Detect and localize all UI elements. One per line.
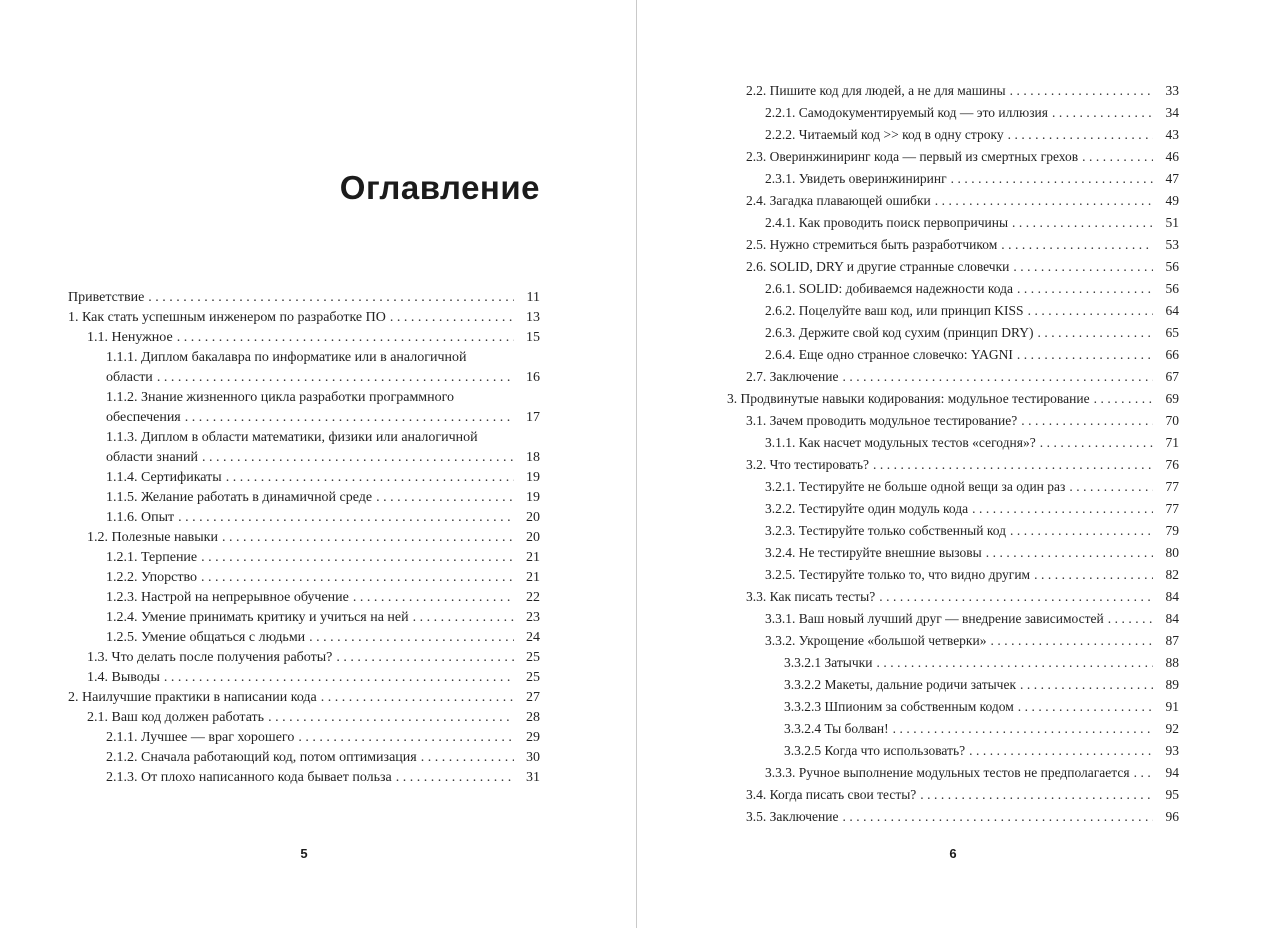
- toc-entry-page: 77: [1165, 479, 1179, 494]
- toc-entry-text: 3.2.4. Не тестируйте внешние вызовы: [765, 545, 982, 560]
- dot-leader: [1012, 212, 1153, 234]
- toc-entry: [68, 588, 540, 608]
- dot-leader: [164, 668, 514, 688]
- toc-entry-page: 80: [1165, 545, 1179, 560]
- right-page-number: 6: [949, 846, 957, 861]
- toc-entry: [727, 212, 1179, 234]
- toc-entry-page: 23: [526, 610, 540, 625]
- toc-entry: [68, 488, 540, 508]
- toc-entry-text: 1.1.5. Желание работать в динамичной среде: [106, 490, 373, 505]
- toc-entry-page: 51: [1165, 215, 1179, 230]
- toc-entry-page: 20: [526, 530, 540, 545]
- toc-entry-text: 1.2.1. Терпение: [106, 550, 198, 565]
- toc-entry: [727, 696, 1179, 718]
- toc-entry: [68, 648, 540, 668]
- dot-leader: [390, 308, 514, 328]
- toc-entry-page: 28: [526, 710, 540, 725]
- dot-leader: [986, 542, 1153, 564]
- toc-entry: [727, 146, 1179, 168]
- dot-leader: [309, 628, 514, 648]
- toc-entry: [727, 234, 1179, 256]
- dot-leader: [157, 368, 514, 388]
- toc-entry: [727, 784, 1179, 806]
- toc-entry: [727, 718, 1179, 740]
- toc-entry-page: 11: [526, 290, 540, 305]
- toc-entry: [727, 366, 1179, 388]
- dot-leader: [1028, 300, 1153, 322]
- toc-entry-page: 82: [1165, 567, 1179, 582]
- toc-entry-text: 1.1. Ненужное: [87, 330, 173, 345]
- toc-entry-text: 1.1.1. Диплом бакалавра по информатике или в аналогичной: [106, 350, 467, 365]
- dot-leader: [1010, 80, 1153, 102]
- toc-entry-text: 3.5. Заключение: [746, 809, 839, 824]
- toc-entry-page: 93: [1165, 743, 1179, 758]
- toc-entry-page: 34: [1165, 105, 1179, 120]
- toc-entry-page: 18: [526, 450, 540, 465]
- toc-entry-page: 64: [1165, 303, 1179, 318]
- toc-entry-text: Приветствие: [68, 290, 145, 305]
- dot-leader: [1020, 674, 1153, 696]
- toc-entry: [727, 608, 1179, 630]
- toc-entry: [727, 80, 1179, 102]
- toc-entry: [68, 728, 540, 748]
- toc-entry-page: 25: [526, 650, 540, 665]
- toc-entry-text: 1.2.5. Умение общаться с людьми: [106, 630, 306, 645]
- left-page-number: 5: [300, 846, 308, 861]
- toc-entry: [727, 432, 1179, 454]
- dot-leader: [972, 498, 1153, 520]
- toc-entry-text: области знаний: [106, 450, 199, 465]
- toc-entry-page: 49: [1165, 193, 1179, 208]
- toc-entry-text: 3.3.3. Ручное выполнение модульных тестов не предполагается: [765, 765, 1130, 780]
- toc-entry-page: 70: [1165, 413, 1179, 428]
- toc-entry-text: 2.6. SOLID, DRY и другие странные словечки: [746, 259, 1010, 274]
- toc-entry-page: 27: [526, 690, 540, 705]
- dot-leader: [1021, 410, 1153, 432]
- toc-entry: [727, 124, 1179, 146]
- toc-entry-page: 46: [1165, 149, 1179, 164]
- toc-entry-text: 1.2.3. Настрой на непрерывное обучение: [106, 590, 349, 605]
- toc-entry: [727, 564, 1179, 586]
- dot-leader: [893, 718, 1153, 740]
- toc-entry-page: 96: [1165, 809, 1179, 824]
- toc-entry-text: 1. Как стать успешным инженером по разработке ПО: [68, 310, 386, 325]
- dot-leader: [321, 688, 514, 708]
- dot-leader: [1018, 696, 1153, 718]
- toc-entry-text: 2.4.1. Как проводить поиск первопричины: [765, 215, 1009, 230]
- toc-entry: [727, 740, 1179, 762]
- toc-entry: [727, 652, 1179, 674]
- toc-entry-text: 1.2.2. Упорство: [106, 570, 198, 585]
- toc-entry-page: 56: [1165, 281, 1179, 296]
- dot-leader: [1017, 278, 1153, 300]
- dot-leader: [1069, 476, 1153, 498]
- toc-entry: [727, 102, 1179, 124]
- dot-leader: [969, 740, 1153, 762]
- toc-left-page-entries: [68, 288, 540, 788]
- toc-entry-page: 22: [526, 590, 540, 605]
- toc-entry-text: 2.2. Пишите код для людей, а не для машины: [746, 83, 1006, 98]
- toc-entry: [68, 628, 540, 648]
- dot-leader: [990, 630, 1153, 652]
- toc-entry: [68, 288, 540, 308]
- dot-leader: [1017, 344, 1153, 366]
- toc-entry-page: 88: [1165, 655, 1179, 670]
- dot-leader: [1008, 124, 1153, 146]
- toc-entry-page: 21: [526, 550, 540, 565]
- toc-entry: [727, 190, 1179, 212]
- dot-leader: [353, 588, 514, 608]
- dot-leader: [951, 168, 1153, 190]
- toc-entry: [727, 300, 1179, 322]
- dot-leader: [876, 652, 1153, 674]
- toc-entry-text: 2.4. Загадка плавающей ошибки: [746, 193, 931, 208]
- toc-entry: [68, 708, 540, 728]
- dot-leader: [1040, 432, 1153, 454]
- toc-entry: [68, 388, 540, 428]
- toc-entry: [727, 344, 1179, 366]
- toc-entry-page: 33: [1165, 83, 1179, 98]
- toc-entry-page: 95: [1165, 787, 1179, 802]
- toc-entry-text: 2. Наилучшие практики в написании кода: [68, 690, 317, 705]
- dot-leader: [226, 468, 514, 488]
- toc-entry: [68, 768, 540, 788]
- toc-entry: [68, 668, 540, 688]
- dot-leader: [421, 748, 514, 768]
- dot-leader: [201, 548, 514, 568]
- toc-entry-text: 1.2.4. Умение принимать критику и учиться на ней: [106, 610, 409, 625]
- toc-entry-text: 3. Продвинутые навыки кодирования: модульное тестирование: [727, 391, 1090, 406]
- toc-entry: [727, 806, 1179, 828]
- dot-leader: [1034, 564, 1153, 586]
- toc-entry-text: 3.3.2.3 Шпионим за собственным кодом: [784, 699, 1014, 714]
- dot-leader: [413, 608, 514, 628]
- toc-entry: [68, 748, 540, 768]
- toc-entry-page: 19: [526, 470, 540, 485]
- toc-entry-text: 1.1.2. Знание жизненного цикла разработки программного: [106, 390, 455, 405]
- toc-entry: [727, 520, 1179, 542]
- toc-entry-page: 76: [1165, 457, 1179, 472]
- toc-entry-text: 3.2. Что тестировать?: [746, 457, 869, 472]
- toc-entry-text: 1.3. Что делать после получения работы?: [87, 650, 333, 665]
- toc-entry-text: 3.3.2.4 Ты болван!: [784, 721, 889, 736]
- toc-entry: [727, 256, 1179, 278]
- toc-entry-page: 67: [1165, 369, 1179, 384]
- dot-leader: [222, 528, 514, 548]
- toc-entry-text: обеспечения: [106, 410, 181, 425]
- toc-entry: [68, 468, 540, 488]
- dot-leader: [1134, 762, 1153, 784]
- dot-leader: [298, 728, 514, 748]
- toc-entry-page: 20: [526, 510, 540, 525]
- toc-right-page-entries: [727, 80, 1179, 828]
- toc-entry-page: 43: [1165, 127, 1179, 142]
- toc-title: Оглавление: [339, 169, 540, 207]
- toc-entry: [68, 688, 540, 708]
- toc-entry: [727, 168, 1179, 190]
- toc-entry-page: 92: [1165, 721, 1179, 736]
- toc-entry-text: 1.1.3. Диплом в области математики, физики или аналогичной: [106, 430, 478, 445]
- toc-entry-text: 1.2. Полезные навыки: [87, 530, 218, 545]
- toc-entry-text: 3.2.3. Тестируйте только собственный код: [765, 523, 1006, 538]
- toc-entry: [727, 542, 1179, 564]
- dot-leader: [873, 454, 1153, 476]
- toc-entry-text: 1.1.4. Сертификаты: [106, 470, 222, 485]
- toc-entry-page: 65: [1165, 325, 1179, 340]
- toc-entry: [68, 548, 540, 568]
- dot-leader: [178, 508, 514, 528]
- dot-leader: [1052, 102, 1153, 124]
- toc-entry-text: 3.3.2.2 Макеты, дальние родичи затычек: [784, 677, 1016, 692]
- dot-leader: [1108, 608, 1153, 630]
- toc-entry: [68, 328, 540, 348]
- toc-entry-page: 69: [1165, 391, 1179, 406]
- toc-entry: [68, 308, 540, 328]
- toc-entry-text: 3.1. Зачем проводить модульное тестирование?: [746, 413, 1018, 428]
- dot-leader: [879, 586, 1153, 608]
- toc-entry-page: 89: [1165, 677, 1179, 692]
- toc-entry-text: области: [106, 370, 153, 385]
- dot-leader: [1001, 234, 1153, 256]
- toc-entry-page: 16: [526, 370, 540, 385]
- toc-entry-page: 29: [526, 730, 540, 745]
- toc-entry-page: 66: [1165, 347, 1179, 362]
- page-divider: [636, 0, 637, 928]
- toc-entry: [727, 476, 1179, 498]
- toc-entry-text: 1.1.6. Опыт: [106, 510, 175, 525]
- toc-entry-text: 3.2.1. Тестируйте не больше одной вещи за один раз: [765, 479, 1066, 494]
- dot-leader: [202, 448, 514, 468]
- toc-entry-page: 87: [1165, 633, 1179, 648]
- dot-leader: [842, 806, 1153, 828]
- toc-entry-text: 3.2.2. Тестируйте один модуль кода: [765, 501, 969, 516]
- toc-entry: [727, 586, 1179, 608]
- toc-entry-page: 71: [1165, 435, 1179, 450]
- toc-entry-text: 1.4. Выводы: [87, 670, 160, 685]
- toc-entry: [68, 428, 540, 468]
- toc-entry-text: 3.4. Когда писать свои тесты?: [746, 787, 917, 802]
- toc-entry: [727, 762, 1179, 784]
- toc-entry-text: 2.1. Ваш код должен работать: [87, 710, 265, 725]
- dot-leader: [935, 190, 1153, 212]
- toc-entry-text: 3.2.5. Тестируйте только то, что видно другим: [765, 567, 1031, 582]
- toc-entry: [68, 348, 540, 388]
- toc-entry-text: 3.3.1. Ваш новый лучший друг — внедрение зависимостей: [765, 611, 1104, 626]
- dot-leader: [1037, 322, 1153, 344]
- toc-entry-text: 2.6.4. Еще одно странное словечко: YAGNI: [765, 347, 1013, 362]
- toc-entry-page: 94: [1165, 765, 1179, 780]
- toc-entry: [727, 278, 1179, 300]
- dot-leader: [1094, 388, 1153, 410]
- toc-entry-page: 56: [1165, 259, 1179, 274]
- dot-leader: [201, 568, 514, 588]
- toc-entry: [727, 388, 1179, 410]
- toc-entry-page: 19: [526, 490, 540, 505]
- toc-entry-text: 2.2.2. Читаемый код >> код в одну строку: [765, 127, 1004, 142]
- toc-entry-text: 2.6.1. SOLID: добиваемся надежности кода: [765, 281, 1013, 296]
- toc-entry-text: 2.5. Нужно стремиться быть разработчиком: [746, 237, 998, 252]
- toc-entry-page: 84: [1165, 589, 1179, 604]
- toc-entry-text: 3.1.1. Как насчет модульных тестов «сегодня»?: [765, 435, 1036, 450]
- dot-leader: [1082, 146, 1153, 168]
- dot-leader: [396, 768, 514, 788]
- dot-leader: [336, 648, 514, 668]
- dot-leader: [148, 288, 514, 308]
- toc-entry: [727, 630, 1179, 652]
- toc-entry-page: 21: [526, 570, 540, 585]
- toc-entry-page: 79: [1165, 523, 1179, 538]
- toc-entry-text: 2.1.1. Лучшее — враг хорошего: [106, 730, 295, 745]
- toc-entry-text: 2.7. Заключение: [746, 369, 839, 384]
- dot-leader: [376, 488, 514, 508]
- toc-entry-text: 3.3. Как писать тесты?: [746, 589, 876, 604]
- dot-leader: [1010, 520, 1153, 542]
- dot-leader: [1013, 256, 1153, 278]
- toc-entry-page: 15: [526, 330, 540, 345]
- toc-entry-page: 91: [1165, 699, 1179, 714]
- toc-entry: [68, 568, 540, 588]
- toc-entry-text: 2.6.3. Держите свой код сухим (принцип DRY): [765, 325, 1034, 340]
- toc-entry-page: 30: [526, 750, 540, 765]
- toc-entry-text: 2.2.1. Самодокументируемый код — это иллюзия: [765, 105, 1048, 120]
- toc-entry: [727, 322, 1179, 344]
- toc-entry-text: 2.6.2. Поцелуйте ваш код, или принцип KISS: [765, 303, 1024, 318]
- dot-leader: [177, 328, 514, 348]
- toc-entry-page: 47: [1165, 171, 1179, 186]
- toc-entry-page: 53: [1165, 237, 1179, 252]
- dot-leader: [185, 408, 514, 428]
- toc-entry-text: 2.3. Оверинжиниринг кода — первый из смертных грехов: [746, 149, 1079, 164]
- toc-entry-page: 24: [526, 630, 540, 645]
- toc-entry-page: 17: [526, 410, 540, 425]
- toc-entry-text: 3.3.2.1 Затычки: [784, 655, 873, 670]
- toc-entry-page: 77: [1165, 501, 1179, 516]
- toc-entry-page: 25: [526, 670, 540, 685]
- toc-entry-text: 2.1.3. От плохо написанного кода бывает польза: [106, 770, 392, 785]
- toc-entry: [68, 608, 540, 628]
- toc-entry-text: 2.1.2. Сначала работающий код, потом оптимизация: [106, 750, 417, 765]
- dot-leader: [842, 366, 1153, 388]
- toc-entry-text: 3.3.2.5 Когда что использовать?: [784, 743, 966, 758]
- toc-entry: [727, 498, 1179, 520]
- toc-entry: [68, 508, 540, 528]
- toc-entry-text: 3.3.2. Укрощение «большой четверки»: [765, 633, 987, 648]
- toc-entry: [727, 674, 1179, 696]
- dot-leader: [268, 708, 514, 728]
- toc-entry-page: 84: [1165, 611, 1179, 626]
- toc-entry-page: 31: [526, 770, 540, 785]
- dot-leader: [920, 784, 1153, 806]
- toc-entry: [727, 410, 1179, 432]
- toc-entry: [68, 528, 540, 548]
- toc-entry-text: 2.3.1. Увидеть оверинжиниринг: [765, 171, 947, 186]
- toc-entry: [727, 454, 1179, 476]
- toc-entry-page: 13: [526, 310, 540, 325]
